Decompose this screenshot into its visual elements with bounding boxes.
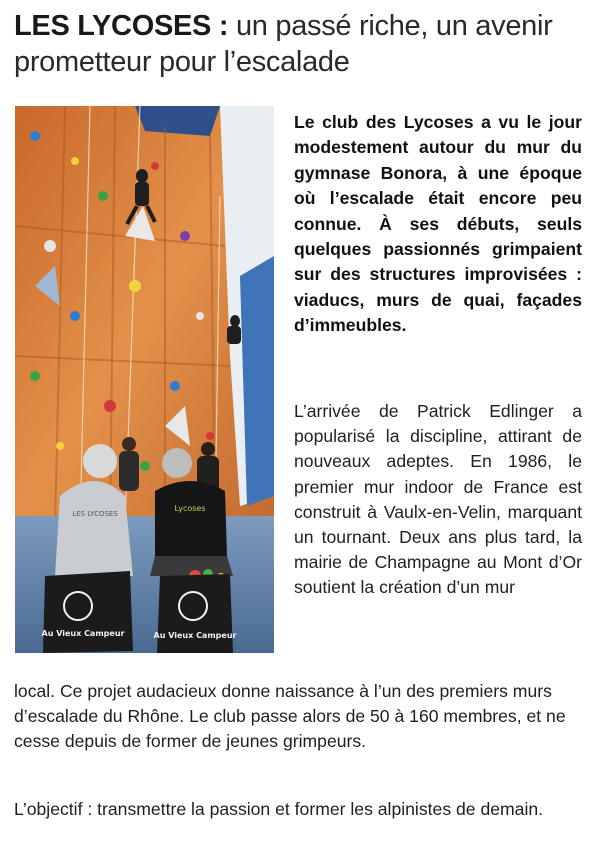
shirt-right-text: Lycoses — [174, 504, 206, 513]
shirt-left-text: LES LYCOSES — [72, 510, 118, 518]
title-club-name: LES LYCOSES : — [14, 10, 229, 42]
article-lead: Le club des Lycoses a vu le jour modestement autour du mur du gymnase Bonora, à une époque où l’escalade était encore peu connue. À ses débuts, seuls quelques passionnés grimpaient sur des structures improvisées : viaducs, murs de quai, façades d’immeubles. — [294, 112, 582, 336]
stool-brand-right: Au Vieux Campeur — [153, 631, 237, 640]
article-body-full: local. Ce projet audacieux donne naissance à l’un des premiers murs d’escalade du Rhône. Le club passe alors de 50 à 160 membres, et ne cesse depuis de former de jeunes grimpeurs. — [14, 681, 566, 752]
photo-illustration — [15, 106, 274, 653]
article-title — [14, 8, 584, 80]
climbing-wall-photo — [15, 106, 274, 653]
stool-brand-left: Au Vieux Campeur — [41, 629, 125, 638]
article-body-column: L’arrivée de Patrick Edlinger a popularisé la discipline, attirant de nouveaux adeptes. En 1986, le premier mur indoor de France est construit à Vaulx-en-Velin, marquant un tournant. Deux ans plus tard, la mairie de Champagne au Mont d’Or soutient la création d’un mur — [294, 401, 582, 598]
title-tagline: un passé riche, un avenir prometteur pour l’escalade — [14, 10, 553, 78]
article-conclusion: L’objectif : transmettre la passion et former les alpinistes de demain. — [14, 799, 544, 819]
